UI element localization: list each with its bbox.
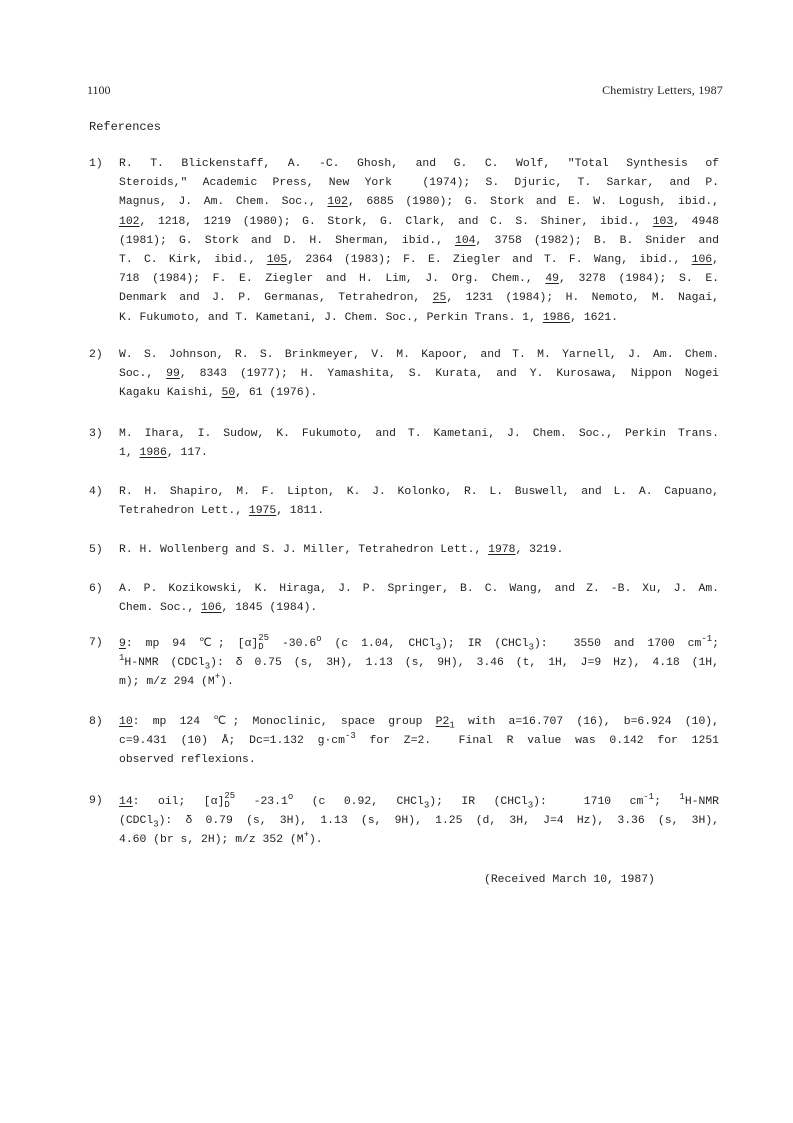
- reference-line: Chem. Soc., 106, 1845 (1984).: [119, 602, 318, 615]
- reference-line: A. P. Kozikowski, K. Hiraga, J. P. Springer, B. C. Wang, and Z. -B. Xu, J. Am.: [119, 583, 719, 595]
- reference-line: (1981); G. Stork and D. H. Sherman, ibid., 104, 3758 (1982); B. B. Snider and: [119, 234, 719, 247]
- reference-line: Soc., 99, 8343 (1977); H. Yamashita, S. Kurata, and Y. Kurosawa, Nippon Nogei: [119, 368, 719, 381]
- reference-line: R. H. Wollenberg and S. J. Miller, Tetrahedron Lett., 1978, 3219.: [119, 544, 564, 556]
- reference-text: [119, 346, 719, 404]
- reference-text: [119, 541, 719, 560]
- reference-line: T. C. Kirk, ibid., 105, 2364 (1983); F. E. Ziegler and T. F. Wang, ibid., 106,: [119, 254, 719, 267]
- reference-line: 1, 1986, 117.: [119, 447, 208, 460]
- reference-text: [119, 425, 719, 463]
- reference-line: 9: mp 94 ℃; [α]25 D -30.6$^o$ (c 1.04, CHCl$_3$); IR (CHCl$_3$): 3550 and 1700 $cm^{-1}$;: [119, 633, 719, 653]
- reference-text: [119, 155, 719, 328]
- reference-line: $^1$H-NMR (CDCl$_3$): δ 0.75 (s, 3H), 1.13 (s, 9H), 3.46 (t, 1H, J=9 Hz), 4.18 (1H,: [119, 653, 719, 672]
- journal-running-head: Chemistry Letters, 1987: [602, 83, 723, 97]
- reference-line: (CDCl$_3$): δ 0.79 (s, 3H), 1.13 (s, 9H), 1.25 (d, 3H, J=4 Hz), 3.36 (s, 3H),: [119, 815, 719, 830]
- reference-text: [119, 483, 719, 521]
- reference-line: 4.60 (br s, 2H); m/z 352 (M+).: [119, 830, 323, 847]
- reference-text: [119, 792, 719, 851]
- reference-line: 14: oil; [α]25 D -23.1$^o$ (c 0.92, CHCl$_3$); IR (CHCl$_3$): 1710 $cm^{-1}$; $^1$H-NMR: [119, 791, 720, 811]
- reference-text: [119, 580, 719, 618]
- reference-line: Tetrahedron Lett., 1975, 1811.: [119, 505, 325, 518]
- reference-number: 1): [89, 158, 103, 170]
- reference-line: c=9.431 (10) Å; Dc=1.132 $g\cdot cm^{-3}$ for Z=2. Final R value was 0.142 for 1251: [119, 731, 719, 748]
- reference-line: Denmark and J. P. Germanas, Tetrahedron, 25, 1231 (1984); H. Nemoto, M. Nagai,: [119, 292, 719, 305]
- reference-line: Kagaku Kaishi, 50, 61 (1976).: [119, 387, 318, 400]
- reference-line: W. S. Johnson, R. S. Brinkmeyer, V. M. Kapoor, and T. M. Yarnell, J. Am. Chem.: [119, 349, 719, 361]
- reference-number: 5): [89, 544, 103, 556]
- reference-number: 3): [89, 428, 103, 440]
- references-heading: References: [89, 120, 162, 134]
- reference-line: 102, 1218, 1219 (1980); G. Stork, G. Clark, and C. S. Shiner, ibid., 103, 4948: [119, 215, 719, 228]
- reference-number: 2): [89, 349, 103, 361]
- reference-line: observed reflexions.: [119, 754, 256, 767]
- reference-number: 8): [89, 716, 103, 728]
- reference-line: R. T. Blickenstaff, A. -C. Ghosh, and G. C. Wolf, "Total Synthesis of: [119, 158, 719, 170]
- reference-line: 10: mp 124 ℃; Monoclinic, space group $P2_1$ with a=16.707 (16), b=6.924 (10),: [119, 716, 719, 731]
- reference-line: Magnus, J. Am. Chem. Soc., 102, 6885 (1980); G. Stork and E. W. Logush, ibid.,: [119, 196, 719, 209]
- reference-text: [119, 713, 719, 771]
- reference-line: m); m/z 294 (M+).: [119, 672, 234, 689]
- reference-number: 9): [89, 795, 103, 807]
- reference-line: Steroids," Academic Press, New York (1974); S. Djuric, T. Sarkar, and P.: [119, 177, 719, 190]
- page-number: 1100: [87, 83, 111, 97]
- reference-number: 6): [89, 583, 103, 595]
- reference-line: K. Fukumoto, and T. Kametani, J. Chem. Soc., Perkin Trans. 1, 1986, 1621.: [119, 311, 619, 324]
- reference-line: R. H. Shapiro, M. F. Lipton, K. J. Kolonko, R. L. Buswell, and L. A. Capuano,: [119, 486, 719, 498]
- reference-text: [119, 634, 719, 693]
- reference-line: 718 (1984); F. E. Ziegler and H. Lim, J. Org. Chem., 49, 3278 (1984); S. E.: [119, 273, 719, 286]
- reference-line: M. Ihara, I. Sudow, K. Fukumoto, and T. Kametani, J. Chem. Soc., Perkin Trans.: [119, 428, 719, 440]
- reference-number: 4): [89, 486, 103, 498]
- reference-number: 7): [89, 637, 103, 649]
- received-date: (Received March 10, 1987): [484, 874, 655, 886]
